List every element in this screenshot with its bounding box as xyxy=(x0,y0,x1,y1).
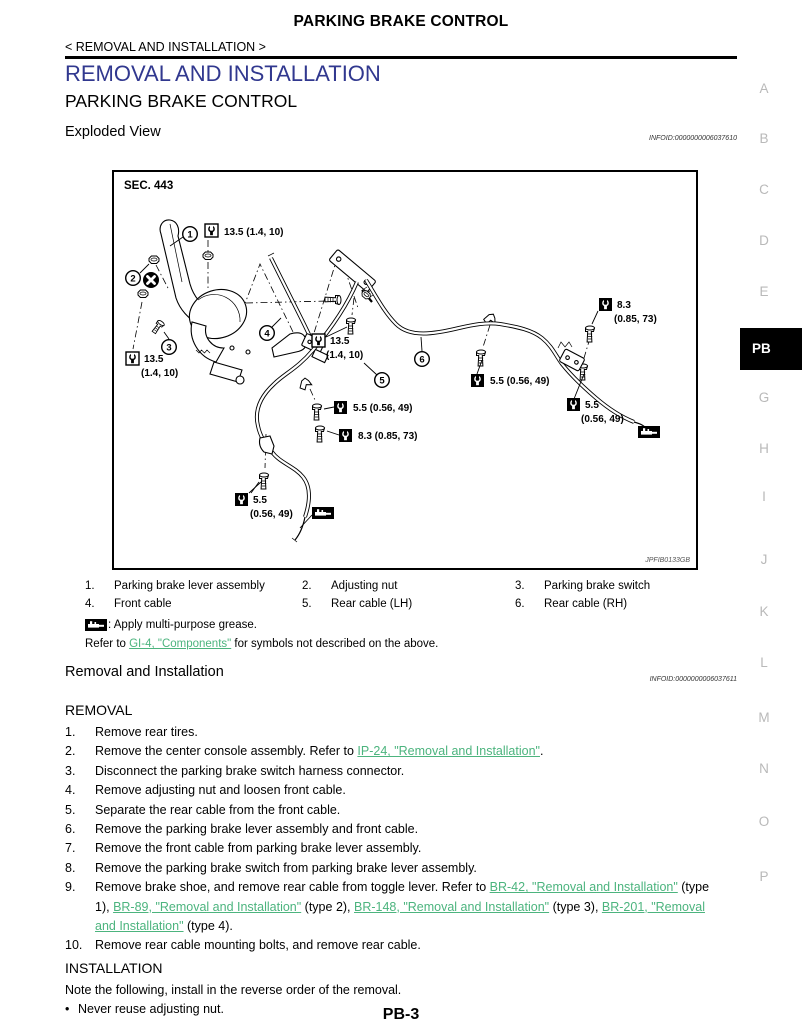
lever-assembly-drawing xyxy=(160,220,306,384)
sidebar-tab-d[interactable]: D xyxy=(759,233,769,248)
removal-step xyxy=(65,859,720,878)
refer-line xyxy=(85,638,438,650)
step-text-segment: Remove adjusting nut and loosen front cable. xyxy=(95,783,346,798)
step-text-segment: Remove rear cable mounting bolts, and remove rear cable. xyxy=(95,938,421,953)
step-text xyxy=(95,742,720,761)
step-text-segment: (type 4). xyxy=(183,919,233,934)
page-header-title: PARKING BRAKE CONTROL xyxy=(293,13,509,30)
replace-x-icon xyxy=(143,272,159,288)
step-text xyxy=(95,839,720,858)
legend-item xyxy=(85,580,302,592)
callout-1 xyxy=(183,227,198,242)
sidebar-tab-a[interactable]: A xyxy=(759,81,769,96)
callout-2 xyxy=(126,271,141,286)
sidebar-tab-m[interactable]: M xyxy=(758,710,770,725)
removal-step xyxy=(65,723,720,742)
sidebar-tab-g[interactable]: G xyxy=(758,390,770,405)
svg-text:5: 5 xyxy=(379,375,385,387)
exploded-view-heading: Exploded View xyxy=(65,124,161,140)
step-text-segment: Remove the parking brake lever assembly and front cable. xyxy=(95,822,419,837)
step-number: 5. xyxy=(65,802,76,817)
sidebar-tab-h[interactable]: H xyxy=(759,441,769,456)
svg-text:6: 6 xyxy=(419,354,425,366)
svg-text:2: 2 xyxy=(130,273,136,285)
svg-text:3: 3 xyxy=(166,342,172,354)
removal-installation-body xyxy=(65,700,720,1020)
sec-label: SEC. 443 xyxy=(124,180,174,192)
step-text xyxy=(95,936,720,955)
step-number: 9. xyxy=(65,880,76,895)
legend-item-number: 1. xyxy=(85,580,95,592)
reference-link[interactable]: BR-89, "Removal and Installation" xyxy=(113,899,302,914)
sidebar-tab-o[interactable]: O xyxy=(758,814,770,829)
legend-item-number: 6. xyxy=(515,598,525,610)
step-text xyxy=(95,820,720,839)
step-text-segment: . xyxy=(539,744,544,759)
svg-text:5.5 (0.56, 49): 5.5 (0.56, 49) xyxy=(353,403,413,414)
step-text xyxy=(95,801,720,820)
torque-label xyxy=(126,352,178,379)
svg-text:(0.85, 73): (0.85, 73) xyxy=(614,314,657,325)
step-text xyxy=(95,781,720,800)
grease-note-text: : Apply multi-purpose grease. xyxy=(108,619,257,631)
page-number: PB-3 xyxy=(382,1006,420,1023)
svg-text:13.5 (1.4, 10): 13.5 (1.4, 10) xyxy=(224,227,284,238)
installation-note: Note the following, install in the reverse order of the removal. xyxy=(65,982,402,997)
bullet-glyph: • xyxy=(65,1002,70,1017)
svg-text:13.5: 13.5 xyxy=(144,354,164,365)
legend-item-label: Rear cable (RH) xyxy=(544,598,628,610)
figure-code: JPFIB0133GB xyxy=(645,557,690,564)
sidebar-tab-k[interactable]: K xyxy=(759,604,769,619)
legend-item-label: Parking brake lever assembly xyxy=(114,580,265,592)
step-text-segment: Remove rear tires. xyxy=(95,725,198,739)
legend-item-label: Adjusting nut xyxy=(331,580,398,592)
svg-text:5.5 (0.56, 49): 5.5 (0.56, 49) xyxy=(490,376,550,387)
grease-icon xyxy=(85,619,107,631)
removal-step xyxy=(65,742,720,761)
sidebar-tab-b[interactable]: B xyxy=(759,131,769,146)
svg-text:8.3 (0.85, 73): 8.3 (0.85, 73) xyxy=(358,431,418,442)
step-text xyxy=(95,859,720,878)
step-text xyxy=(95,762,720,781)
svg-text:(1.4, 10): (1.4, 10) xyxy=(141,368,179,379)
step-text-segment: (type 3), xyxy=(549,899,602,914)
svg-text:(1.4, 10): (1.4, 10) xyxy=(326,350,364,361)
sidebar-tab-l[interactable]: L xyxy=(760,655,768,670)
legend-item-number: 3. xyxy=(515,580,525,592)
legend-item-label: Front cable xyxy=(114,598,172,610)
step-text-segment: Separate the rear cable from the front cable. xyxy=(95,802,341,817)
infoid-label: INFOID:0000000006037611 xyxy=(649,676,737,683)
callout-3 xyxy=(162,340,177,355)
reference-link[interactable]: IP-24, "Removal and Installation" xyxy=(357,744,540,759)
step-text-segment: Remove the center console assembly. Refer to xyxy=(95,744,358,759)
torque-label xyxy=(334,401,412,414)
removal-step xyxy=(65,839,720,858)
step-text-segment: Remove brake shoe, and remove rear cable from toggle lever. Refer to xyxy=(95,880,490,895)
installation-subheading: INSTALLATION xyxy=(65,959,163,976)
svg-text:1: 1 xyxy=(187,229,193,241)
legend-item xyxy=(302,580,515,592)
svg-text:4: 4 xyxy=(264,328,270,340)
removal-step xyxy=(65,781,720,800)
torque-label xyxy=(235,493,293,520)
removal-step xyxy=(65,936,720,955)
step-number: 8. xyxy=(65,860,76,875)
torque-label xyxy=(599,298,657,325)
removal-subheading: REMOVAL xyxy=(65,702,133,718)
sidebar-tab-p[interactable]: P xyxy=(759,869,769,884)
installation-bullet-text: Never reuse adjusting nut. xyxy=(78,1002,224,1017)
removal-step xyxy=(65,878,720,936)
infoid-label: INFOID:0000000006037610 xyxy=(649,135,737,142)
grease-icon xyxy=(638,426,660,438)
step-number: 10. xyxy=(65,938,83,953)
torque-label xyxy=(471,374,549,387)
exploded-view-figure xyxy=(112,170,698,570)
removal-steps xyxy=(65,723,720,956)
svg-text:5.5: 5.5 xyxy=(253,495,267,506)
sidebar-tab-e[interactable]: E xyxy=(759,284,769,299)
breadcrumb: < REMOVAL AND INSTALLATION > xyxy=(65,40,266,54)
step-text-segment: Disconnect the parking brake switch harness connector. xyxy=(95,763,405,778)
grease-note-line xyxy=(85,619,257,631)
legend-item-number: 2. xyxy=(302,580,312,592)
svg-text:5.5: 5.5 xyxy=(585,400,599,411)
torque-label xyxy=(339,429,417,442)
step-number: 4. xyxy=(65,783,76,798)
step-text xyxy=(95,878,720,936)
reference-link[interactable]: BR-42, "Removal and Installation" xyxy=(489,880,678,895)
removal-installation-heading: Removal and Installation xyxy=(65,664,224,680)
svg-text:13.5: 13.5 xyxy=(330,336,350,347)
svg-text:8.3: 8.3 xyxy=(617,300,631,311)
step-text xyxy=(95,723,720,742)
step-number: 2. xyxy=(65,744,76,759)
subsection-title: PARKING BRAKE CONTROL xyxy=(65,91,298,111)
step-text-segment: (type 1), xyxy=(95,880,710,914)
header-divider xyxy=(65,56,737,59)
legend-item-label: Rear cable (LH) xyxy=(331,598,413,610)
legend-item-number: 4. xyxy=(85,598,95,610)
step-number: 1. xyxy=(65,725,76,739)
sidebar-tab-n[interactable]: N xyxy=(759,761,769,776)
section-title: REMOVAL AND INSTALLATION xyxy=(65,61,381,86)
torque-label xyxy=(205,224,283,238)
legend-item xyxy=(85,598,302,610)
step-text-segment: Remove the parking brake switch from parking brake lever assembly. xyxy=(95,860,477,875)
refer-suffix: for symbols not described on the above. xyxy=(231,638,439,650)
step-number: 6. xyxy=(65,822,76,837)
step-text-segment: (type 2), xyxy=(301,899,354,914)
callout-5 xyxy=(375,373,390,388)
reference-link[interactable]: BR-201, "Removal and Installation" xyxy=(95,899,705,934)
step-number: 7. xyxy=(65,841,76,856)
step-number: 3. xyxy=(65,763,76,778)
sidebar-tab-pb-active[interactable]: PB xyxy=(740,328,802,370)
removal-step xyxy=(65,762,720,781)
callout-6 xyxy=(415,352,430,367)
exploded-view-drawing xyxy=(114,172,696,568)
legend-item-number: 5. xyxy=(302,598,312,610)
step-text-segment: Remove the front cable from parking brake lever assembly. xyxy=(95,841,422,856)
sidebar-tab-c[interactable]: C xyxy=(759,182,769,197)
sidebar-tab-i[interactable]: I xyxy=(762,489,766,504)
removal-step xyxy=(65,801,720,820)
sidebar-tab-j[interactable]: J xyxy=(760,552,768,567)
legend-item xyxy=(515,580,735,592)
reference-link[interactable]: BR-148, "Removal and Installation" xyxy=(354,899,550,914)
legend-item xyxy=(515,598,735,610)
figure-legend xyxy=(85,580,735,610)
grease-icon xyxy=(312,507,334,519)
refer-prefix: Refer to xyxy=(85,638,130,650)
svg-text:(0.56, 49): (0.56, 49) xyxy=(581,414,624,425)
legend-item xyxy=(302,598,515,610)
svg-text:(0.56, 49): (0.56, 49) xyxy=(250,509,293,520)
legend-item-label: Parking brake switch xyxy=(544,580,651,592)
callout-4 xyxy=(260,326,275,341)
components-reference-link[interactable]: GI-4, "Components" xyxy=(129,638,232,650)
removal-step xyxy=(65,820,720,839)
